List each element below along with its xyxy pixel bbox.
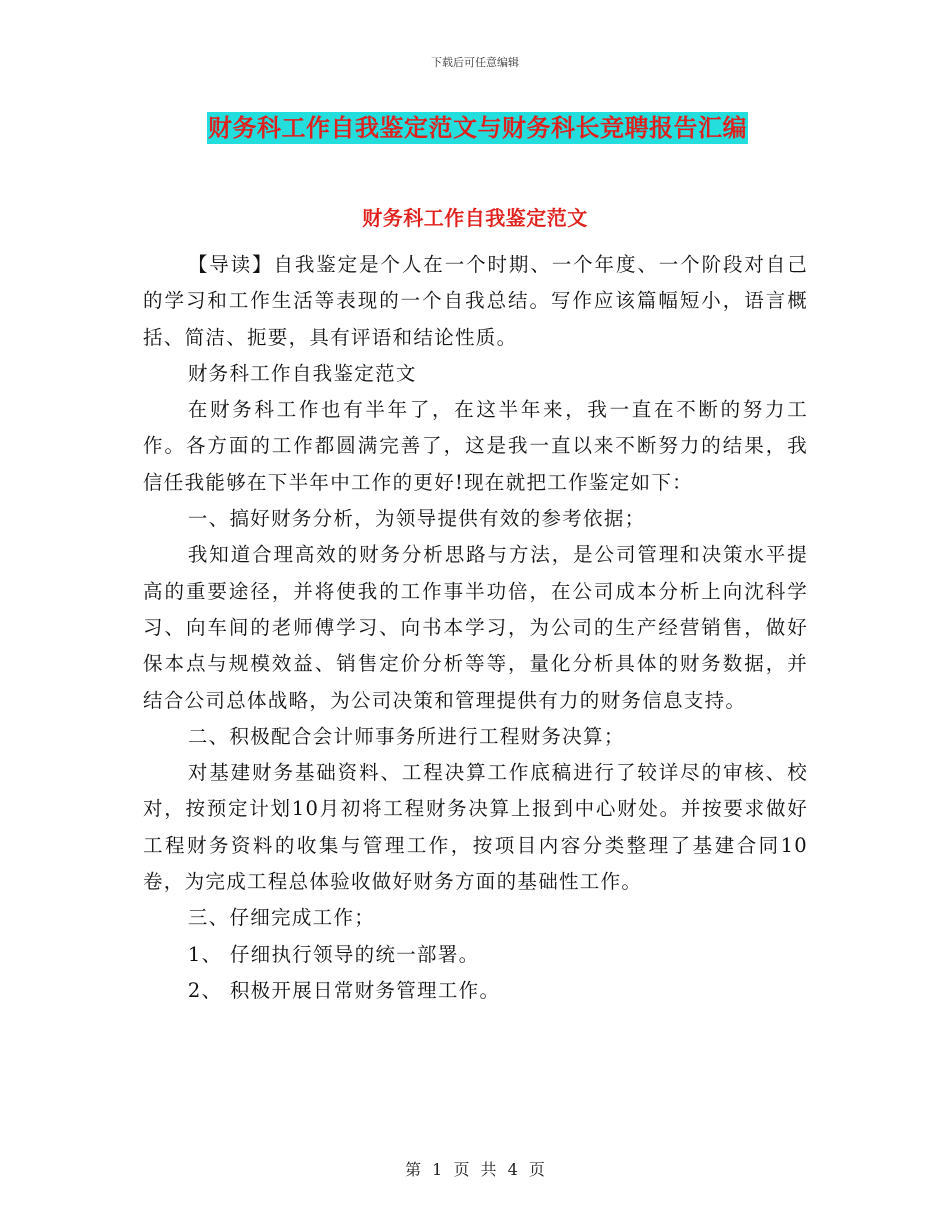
intro-paragraph: 【导读】自我鉴定是个人在一个时期、一个年度、一个阶段对自己的学习和工作生活等表现的一个自我总结。写作应该篇幅短小，语言概括、简洁、扼要，具有评语和结论性质。 [143, 253, 808, 349]
document-title: 财务科工作自我鉴定范文与财务科长竞聘报告汇编 [208, 113, 747, 142]
list-item: 1、 仔细执行领导的统一部署。 [187, 942, 480, 966]
point-heading: 二、积极配合会计师事务所进行工程财务决算； [187, 724, 625, 748]
point-heading: 一、搞好财务分析，为领导提供有效的参考依据； [187, 507, 646, 531]
document-body [143, 247, 808, 1009]
section-title: 财务科工作自我鉴定范文 [362, 206, 588, 230]
subheading-paragraph: 财务科工作自我鉴定范文 [187, 361, 417, 385]
body-paragraph: 对基建财务基础资料、工程决算工作底稿进行了较详尽的审核、校对，按预定计划10月初将工程财务决算上报到中心财处。并按要求做好工程财务资料的收集与管理工作，按项目内容分类整理了基建合同10卷，为完成工程总体验收做好财务方面的基础性工作。 [143, 761, 808, 894]
body-paragraph: 我知道合理高效的财务分析思路与方法，是公司管理和决策水平提高的重要途径，并将使我的工作事半功倍，在公司成本分析上向沈科学习、向车间的老师傅学习、向书本学习，为公司的生产经营销售，做好保本点与规模效益、销售定价分析等等，量化分析具体的财务数据，并结合公司总体战略，为公司决策和管理提供有力的财务信息支持。 [143, 543, 808, 712]
page-footer: 第 1 页 共 4 页 [405, 1160, 545, 1179]
point-heading: 三、仔细完成工作； [187, 906, 376, 930]
body-paragraph: 在财务科工作也有半年了，在这半年来，我一直在不断的努力工作。各方面的工作都圆满完善了，这是我一直以来不断努力的结果，我信任我能够在下半年中工作的更好!现在就把工作鉴定如下： [143, 398, 808, 494]
list-item: 2、 积极开展日常财务管理工作。 [187, 978, 501, 1002]
header-note: 下载后可任意编辑 [431, 56, 519, 69]
